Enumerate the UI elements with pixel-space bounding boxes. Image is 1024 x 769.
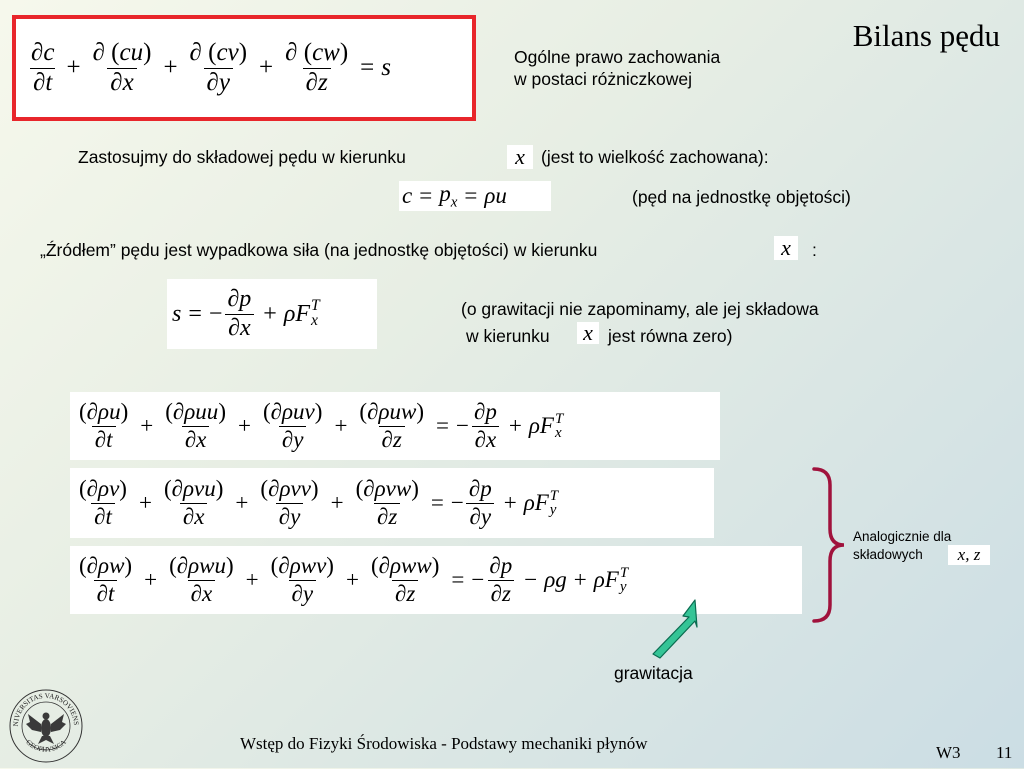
momentum-per-volume-label: (pęd na jednostkę objętości) xyxy=(632,187,851,207)
lecture-label: W3 xyxy=(936,743,961,762)
apply-text-after: (jest to wielkość zachowana): xyxy=(541,147,769,167)
general-law-label: Ogólne prawo zachowania w postaci różniczkowej xyxy=(514,47,721,89)
gravity-note-2-after: jest równa zero) xyxy=(608,326,733,346)
university-logo xyxy=(8,688,84,764)
page-number: 11 xyxy=(996,743,1013,762)
momentum-equation-z: $\frac{(\partial\rho w)}{\partial t}$ + $\frac{\text{(∂ρwu)}}{\partial x}$ + $\frac{\text{(∂ρwv)}}{\partial y}$ + $\frac{\text{(∂ρww)}}{\partial z}$ = − $\frac{\partial p}{\partial z}$ − ρg + ρF T y xyxy=(70,546,802,614)
slide-title: Bilans pędu xyxy=(852,18,1000,53)
source-text: „Źródłem” pędu jest wypadkowa siła (na jednostkę objętości) w kierunku xyxy=(40,240,598,260)
eagle-seal-icon xyxy=(8,688,84,764)
momentum-equation-y: $\frac{(\partial\rho v)}{\partial t}$ + $\frac{\text{(∂ρvu)}}{\partial x}$ + $\frac{\text{(∂ρvv)}}{\partial y}$ + $\frac{\text{(∂ρvw)}}{\partial z}$ = − $\frac{\partial p}{\partial y}$ + ρF T y xyxy=(70,468,714,538)
svg-text:GEOPHYSICA: GEOPHYSICA xyxy=(24,738,68,754)
svg-text:UNIVERSITAS VARSOVIENSIS: NIVERSITAS VARSOVIENS xyxy=(11,691,81,727)
gravity-note-2: w kierunku xyxy=(466,326,550,346)
momentum-definition-equation: c = $p_x$ = ρu xyxy=(399,181,551,211)
arrow-icon xyxy=(645,598,705,660)
gravity-note: (o grawitacji nie zapominamy, ale jej składowa xyxy=(461,299,819,319)
curly-brace-icon xyxy=(808,465,848,625)
x-symbol-3: x xyxy=(577,322,599,344)
apply-text: Zastosujmy do składowej pędu w kierunku xyxy=(78,147,406,167)
gravity-label: grawitacja xyxy=(614,663,693,683)
colon: : xyxy=(812,240,817,260)
conservation-law-equation: $\frac{\partial c}{\partial t}$ + $\frac{\partial (cu)}{\partial x}$ + $\frac{\partial (cv)}{\partial y}$ + $\frac{\partial (cw)}{\partial z}$ = s xyxy=(12,15,476,121)
xz-symbols: x, z xyxy=(948,545,990,565)
source-equation: s = − $\frac{\partial p}{\partial x}$ + ρF T x xyxy=(167,279,377,349)
footer-title: Wstęp do Fizyki Środowiska - Podstawy mechaniki płynów xyxy=(240,734,648,753)
x-symbol-2: x xyxy=(774,236,798,260)
analogous-label: Analogicznie dla składowych xyxy=(853,529,952,562)
momentum-equation-x: $\frac{(\partial\rho u)}{\partial t}$ + $\frac{\text{(∂ρuu)}}{\partial x}$ + $\frac{\text{(∂ρuv)}}{\partial y}$ + $\frac{\text{(∂ρuw)}}{\partial z}$ = − $\frac{\partial p}{\partial x}$ + ρF T x xyxy=(70,392,720,460)
x-symbol: x xyxy=(507,145,533,169)
